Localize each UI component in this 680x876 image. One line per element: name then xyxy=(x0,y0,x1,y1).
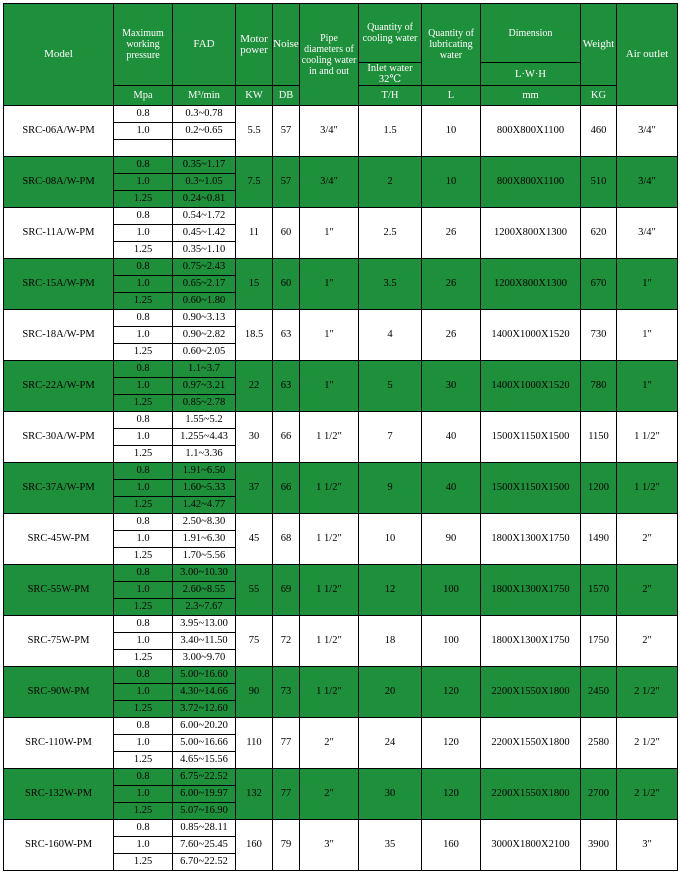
fad-cell: 3.00~10.30 xyxy=(173,565,236,582)
fad-cell: 0.3~0.78 xyxy=(173,106,236,123)
header-inlet-water: Inlet water 32℃ xyxy=(359,63,422,86)
lubricating-water-cell: 100 xyxy=(422,565,481,616)
pressure-cell: 0.8 xyxy=(114,208,173,225)
fad-cell: 1.91~6.30 xyxy=(173,531,236,548)
pressure-cell: 1.0 xyxy=(114,684,173,701)
fad-cell: 6.70~22.52 xyxy=(173,854,236,871)
pipe-diameter-cell: 1″ xyxy=(300,310,359,361)
air-outlet-cell: 3/4″ xyxy=(617,208,678,259)
motor-power-cell: 15 xyxy=(236,259,273,310)
motor-power-cell: 11 xyxy=(236,208,273,259)
unit-dimension: mm xyxy=(481,86,581,106)
air-outlet-cell: 1″ xyxy=(617,310,678,361)
dimension-cell: 800X800X1100 xyxy=(481,106,581,157)
motor-power-cell: 160 xyxy=(236,820,273,871)
table-row xyxy=(4,361,678,378)
pressure-cell: 1.0 xyxy=(114,276,173,293)
dimension-cell: 3000X1800X2100 xyxy=(481,820,581,871)
air-outlet-cell: 3″ xyxy=(617,820,678,871)
weight-cell: 1150 xyxy=(581,412,617,463)
model-group xyxy=(4,310,678,361)
model-name: SRC-132W-PM xyxy=(4,769,114,820)
cooling-water-cell: 30 xyxy=(359,769,422,820)
fad-cell: 0.2~0.65 xyxy=(173,123,236,140)
dimension-cell: 2200X1550X1800 xyxy=(481,769,581,820)
motor-power-cell: 30 xyxy=(236,412,273,463)
pressure-cell: 1.0 xyxy=(114,735,173,752)
table-row xyxy=(4,259,678,276)
air-outlet-cell: 1″ xyxy=(617,361,678,412)
model-name: SRC-22A/W-PM xyxy=(4,361,114,412)
noise-cell: 60 xyxy=(273,208,300,259)
fad-cell: 0.65~2.17 xyxy=(173,276,236,293)
model-name: SRC-55W-PM xyxy=(4,565,114,616)
cooling-water-cell: 12 xyxy=(359,565,422,616)
lubricating-water-cell: 10 xyxy=(422,157,481,208)
pipe-diameter-cell: 1″ xyxy=(300,208,359,259)
lubricating-water-cell: 160 xyxy=(422,820,481,871)
pressure-cell: 1.0 xyxy=(114,837,173,854)
dimension-cell: 1200X800X1300 xyxy=(481,259,581,310)
cooling-water-cell: 2 xyxy=(359,157,422,208)
model-group xyxy=(4,565,678,616)
fad-cell: 0.90~2.82 xyxy=(173,327,236,344)
dimension-cell: 800X800X1100 xyxy=(481,157,581,208)
pressure-cell xyxy=(114,140,173,157)
weight-cell: 1570 xyxy=(581,565,617,616)
lubricating-water-cell: 26 xyxy=(422,310,481,361)
pressure-cell: 0.8 xyxy=(114,259,173,276)
fad-cell: 5.00~16.60 xyxy=(173,667,236,684)
dimension-cell: 2200X1550X1800 xyxy=(481,667,581,718)
noise-cell: 73 xyxy=(273,667,300,718)
dimension-cell: 1800X1300X1750 xyxy=(481,616,581,667)
air-outlet-cell: 2 1/2″ xyxy=(617,769,678,820)
noise-cell: 68 xyxy=(273,514,300,565)
fad-cell: 0.24~0.81 xyxy=(173,191,236,208)
pressure-cell: 1.25 xyxy=(114,395,173,412)
pressure-cell: 1.25 xyxy=(114,803,173,820)
weight-cell: 2450 xyxy=(581,667,617,718)
fad-cell: 7.60~25.45 xyxy=(173,837,236,854)
motor-power-cell: 75 xyxy=(236,616,273,667)
pipe-diameter-cell: 1 1/2″ xyxy=(300,565,359,616)
fad-cell: 0.85~28.11 xyxy=(173,820,236,837)
air-outlet-cell: 3/4″ xyxy=(617,106,678,157)
model-group xyxy=(4,259,678,310)
table-row xyxy=(4,718,678,735)
pressure-cell: 1.25 xyxy=(114,497,173,514)
pipe-diameter-cell: 3″ xyxy=(300,820,359,871)
pressure-cell: 1.25 xyxy=(114,191,173,208)
fad-cell: 1.55~5.2 xyxy=(173,412,236,429)
cooling-water-cell: 20 xyxy=(359,667,422,718)
fad-cell xyxy=(173,140,236,157)
pipe-diameter-cell: 1 1/2″ xyxy=(300,514,359,565)
header-weight: Weight xyxy=(581,4,617,86)
pressure-cell: 1.25 xyxy=(114,854,173,871)
pressure-cell: 1.0 xyxy=(114,123,173,140)
unit-lube: L xyxy=(422,86,481,106)
header-pipe-diameters: Pipe diameters of cooling water in and out xyxy=(300,4,359,106)
pressure-cell: 1.0 xyxy=(114,633,173,650)
model-name: SRC-45W-PM xyxy=(4,514,114,565)
model-name: SRC-30A/W-PM xyxy=(4,412,114,463)
weight-cell: 3900 xyxy=(581,820,617,871)
header-motor-power: Motor power xyxy=(236,4,273,86)
pressure-cell: 1.0 xyxy=(114,786,173,803)
pressure-cell: 1.0 xyxy=(114,480,173,497)
cooling-water-cell: 18 xyxy=(359,616,422,667)
air-outlet-cell: 2 1/2″ xyxy=(617,667,678,718)
noise-cell: 77 xyxy=(273,769,300,820)
lubricating-water-cell: 90 xyxy=(422,514,481,565)
cooling-water-cell: 24 xyxy=(359,718,422,769)
pressure-cell: 0.8 xyxy=(114,565,173,582)
weight-cell: 620 xyxy=(581,208,617,259)
fad-cell: 1.255~4.43 xyxy=(173,429,236,446)
dimension-cell: 1400X1000X1520 xyxy=(481,310,581,361)
header-dimension: Dimension xyxy=(481,4,581,63)
table-row xyxy=(4,157,678,174)
motor-power-cell: 132 xyxy=(236,769,273,820)
header-air-outlet: Air outlet xyxy=(617,4,678,106)
lubricating-water-cell: 26 xyxy=(422,208,481,259)
air-outlet-cell: 2″ xyxy=(617,514,678,565)
model-name: SRC-11A/W-PM xyxy=(4,208,114,259)
table-row xyxy=(4,106,678,123)
pipe-diameter-cell: 1″ xyxy=(300,361,359,412)
pressure-cell: 1.0 xyxy=(114,174,173,191)
motor-power-cell: 18.5 xyxy=(236,310,273,361)
pressure-cell: 1.25 xyxy=(114,242,173,259)
fad-cell: 1.60~5.33 xyxy=(173,480,236,497)
cooling-water-cell: 2.5 xyxy=(359,208,422,259)
pressure-cell: 1.0 xyxy=(114,429,173,446)
table-row xyxy=(4,310,678,327)
fad-cell: 4.65~15.56 xyxy=(173,752,236,769)
unit-motor: KW xyxy=(236,86,273,106)
lubricating-water-cell: 26 xyxy=(422,259,481,310)
fad-cell: 1.91~6.50 xyxy=(173,463,236,480)
fad-cell: 0.60~1.80 xyxy=(173,293,236,310)
motor-power-cell: 90 xyxy=(236,667,273,718)
model-name: SRC-110W-PM xyxy=(4,718,114,769)
pressure-cell: 1.25 xyxy=(114,599,173,616)
fad-cell: 0.35~1.17 xyxy=(173,157,236,174)
fad-cell: 2.60~8.55 xyxy=(173,582,236,599)
pressure-cell: 0.8 xyxy=(114,769,173,786)
fad-cell: 0.60~2.05 xyxy=(173,344,236,361)
lubricating-water-cell: 30 xyxy=(422,361,481,412)
pipe-diameter-cell: 3/4″ xyxy=(300,157,359,208)
fad-cell: 3.00~9.70 xyxy=(173,650,236,667)
pressure-cell: 1.0 xyxy=(114,582,173,599)
model-name: SRC-160W-PM xyxy=(4,820,114,871)
pressure-cell: 0.8 xyxy=(114,616,173,633)
noise-cell: 63 xyxy=(273,310,300,361)
weight-cell: 1490 xyxy=(581,514,617,565)
pressure-cell: 1.25 xyxy=(114,650,173,667)
table-header xyxy=(4,4,678,106)
motor-power-cell: 37 xyxy=(236,463,273,514)
model-group xyxy=(4,208,678,259)
header-cooling-quantity: Quantity of cooling water xyxy=(359,4,422,63)
pressure-cell: 1.0 xyxy=(114,531,173,548)
unit-fad: M³/min xyxy=(173,86,236,106)
unit-weight: KG xyxy=(581,86,617,106)
model-group xyxy=(4,106,678,157)
air-outlet-cell: 2 1/2″ xyxy=(617,718,678,769)
noise-cell: 77 xyxy=(273,718,300,769)
pressure-cell: 1.25 xyxy=(114,701,173,718)
dimension-cell: 1800X1300X1750 xyxy=(481,565,581,616)
pipe-diameter-cell: 1 1/2″ xyxy=(300,463,359,514)
table-row xyxy=(4,208,678,225)
lubricating-water-cell: 120 xyxy=(422,718,481,769)
weight-cell: 2700 xyxy=(581,769,617,820)
fad-cell: 1.1~3.36 xyxy=(173,446,236,463)
table-row xyxy=(4,412,678,429)
noise-cell: 69 xyxy=(273,565,300,616)
lubricating-water-cell: 100 xyxy=(422,616,481,667)
spec-table xyxy=(3,3,678,871)
model-group xyxy=(4,412,678,463)
weight-cell: 460 xyxy=(581,106,617,157)
model-group xyxy=(4,463,678,514)
unit-pressure: Mpa xyxy=(114,86,173,106)
pipe-diameter-cell: 2″ xyxy=(300,718,359,769)
fad-cell: 2.3~7.67 xyxy=(173,599,236,616)
pipe-diameter-cell: 2″ xyxy=(300,769,359,820)
pressure-cell: 0.8 xyxy=(114,463,173,480)
pipe-diameter-cell: 1 1/2″ xyxy=(300,616,359,667)
fad-cell: 6.00~19.97 xyxy=(173,786,236,803)
noise-cell: 57 xyxy=(273,106,300,157)
noise-cell: 72 xyxy=(273,616,300,667)
dimension-cell: 1500X1150X1500 xyxy=(481,412,581,463)
model-group xyxy=(4,667,678,718)
pressure-cell: 0.8 xyxy=(114,718,173,735)
fad-cell: 1.1~3.7 xyxy=(173,361,236,378)
cooling-water-cell: 4 xyxy=(359,310,422,361)
table-row xyxy=(4,769,678,786)
motor-power-cell: 7.5 xyxy=(236,157,273,208)
table-row xyxy=(4,616,678,633)
cooling-water-cell: 9 xyxy=(359,463,422,514)
fad-cell: 1.42~4.77 xyxy=(173,497,236,514)
fad-cell: 1.70~5.56 xyxy=(173,548,236,565)
model-name: SRC-37A/W-PM xyxy=(4,463,114,514)
cooling-water-cell: 7 xyxy=(359,412,422,463)
fad-cell: 0.75~2.43 xyxy=(173,259,236,276)
motor-power-cell: 22 xyxy=(236,361,273,412)
fad-cell: 4.30~14.66 xyxy=(173,684,236,701)
model-name: SRC-18A/W-PM xyxy=(4,310,114,361)
weight-cell: 2580 xyxy=(581,718,617,769)
fad-cell: 0.90~3.13 xyxy=(173,310,236,327)
dimension-cell: 2200X1550X1800 xyxy=(481,718,581,769)
fad-cell: 5.07~16.90 xyxy=(173,803,236,820)
dimension-cell: 1500X1150X1500 xyxy=(481,463,581,514)
motor-power-cell: 110 xyxy=(236,718,273,769)
pressure-cell: 0.8 xyxy=(114,820,173,837)
lubricating-water-cell: 10 xyxy=(422,106,481,157)
weight-cell: 1200 xyxy=(581,463,617,514)
fad-cell: 3.72~12.60 xyxy=(173,701,236,718)
pressure-cell: 1.25 xyxy=(114,293,173,310)
dimension-cell: 1800X1300X1750 xyxy=(481,514,581,565)
air-outlet-cell: 3/4″ xyxy=(617,157,678,208)
weight-cell: 780 xyxy=(581,361,617,412)
motor-power-cell: 55 xyxy=(236,565,273,616)
air-outlet-cell: 1 1/2″ xyxy=(617,412,678,463)
air-outlet-cell: 2″ xyxy=(617,565,678,616)
model-name: SRC-15A/W-PM xyxy=(4,259,114,310)
lubricating-water-cell: 120 xyxy=(422,769,481,820)
fad-cell: 0.54~1.72 xyxy=(173,208,236,225)
model-group xyxy=(4,157,678,208)
noise-cell: 66 xyxy=(273,463,300,514)
cooling-water-cell: 35 xyxy=(359,820,422,871)
model-group xyxy=(4,820,678,871)
fad-cell: 0.45~1.42 xyxy=(173,225,236,242)
model-group xyxy=(4,514,678,565)
table-row xyxy=(4,667,678,684)
lubricating-water-cell: 120 xyxy=(422,667,481,718)
weight-cell: 730 xyxy=(581,310,617,361)
pressure-cell: 1.0 xyxy=(114,327,173,344)
fad-cell: 0.85~2.78 xyxy=(173,395,236,412)
fad-cell: 2.50~8.30 xyxy=(173,514,236,531)
pressure-cell: 1.0 xyxy=(114,378,173,395)
cooling-water-cell: 5 xyxy=(359,361,422,412)
noise-cell: 66 xyxy=(273,412,300,463)
model-group xyxy=(4,718,678,769)
air-outlet-cell: 1″ xyxy=(617,259,678,310)
model-name: SRC-08A/W-PM xyxy=(4,157,114,208)
fad-cell: 3.95~13.00 xyxy=(173,616,236,633)
weight-cell: 1750 xyxy=(581,616,617,667)
pipe-diameter-cell: 1″ xyxy=(300,259,359,310)
table-row xyxy=(4,514,678,531)
pipe-diameter-cell: 1 1/2″ xyxy=(300,667,359,718)
air-outlet-cell: 1 1/2″ xyxy=(617,463,678,514)
model-group xyxy=(4,361,678,412)
cooling-water-cell: 3.5 xyxy=(359,259,422,310)
pressure-cell: 0.8 xyxy=(114,412,173,429)
pressure-cell: 1.25 xyxy=(114,446,173,463)
header-lubricating-quantity: Quantity of lubricating water xyxy=(422,4,481,86)
model-name: SRC-06A/W-PM xyxy=(4,106,114,157)
pressure-cell: 0.8 xyxy=(114,310,173,327)
header-fad: FAD xyxy=(173,4,236,86)
pressure-cell: 1.0 xyxy=(114,225,173,242)
unit-noise: DB xyxy=(273,86,300,106)
dimension-cell: 1200X800X1300 xyxy=(481,208,581,259)
pressure-cell: 0.8 xyxy=(114,514,173,531)
air-outlet-cell: 2″ xyxy=(617,616,678,667)
dimension-cell: 1400X1000X1520 xyxy=(481,361,581,412)
table-row xyxy=(4,565,678,582)
pressure-cell: 0.8 xyxy=(114,667,173,684)
motor-power-cell: 5.5 xyxy=(236,106,273,157)
pressure-cell: 0.8 xyxy=(114,361,173,378)
header-noise: Noise xyxy=(273,4,300,86)
header-lwh: L·W·H xyxy=(481,63,581,86)
pipe-diameter-cell: 1 1/2″ xyxy=(300,412,359,463)
pressure-cell: 1.25 xyxy=(114,548,173,565)
noise-cell: 57 xyxy=(273,157,300,208)
pipe-diameter-cell: 3/4″ xyxy=(300,106,359,157)
pressure-cell: 0.8 xyxy=(114,106,173,123)
header-pressure: Maximum working pressure xyxy=(114,4,173,86)
fad-cell: 5.00~16.66 xyxy=(173,735,236,752)
noise-cell: 63 xyxy=(273,361,300,412)
cooling-water-cell: 10 xyxy=(359,514,422,565)
fad-cell: 0.97~3.21 xyxy=(173,378,236,395)
unit-cooling: T/H xyxy=(359,86,422,106)
pressure-cell: 1.25 xyxy=(114,344,173,361)
fad-cell: 0.35~1.10 xyxy=(173,242,236,259)
fad-cell: 6.00~20.20 xyxy=(173,718,236,735)
weight-cell: 510 xyxy=(581,157,617,208)
cooling-water-cell: 1.5 xyxy=(359,106,422,157)
model-name: SRC-75W-PM xyxy=(4,616,114,667)
weight-cell: 670 xyxy=(581,259,617,310)
header-model: Model xyxy=(4,4,114,106)
model-group xyxy=(4,769,678,820)
model-group xyxy=(4,616,678,667)
lubricating-water-cell: 40 xyxy=(422,463,481,514)
model-name: SRC-90W-PM xyxy=(4,667,114,718)
noise-cell: 60 xyxy=(273,259,300,310)
fad-cell: 6.75~22.52 xyxy=(173,769,236,786)
lubricating-water-cell: 40 xyxy=(422,412,481,463)
table-row xyxy=(4,463,678,480)
pressure-cell: 1.25 xyxy=(114,752,173,769)
table-row xyxy=(4,820,678,837)
fad-cell: 0.3~1.05 xyxy=(173,174,236,191)
noise-cell: 79 xyxy=(273,820,300,871)
motor-power-cell: 45 xyxy=(236,514,273,565)
pressure-cell: 0.8 xyxy=(114,157,173,174)
fad-cell: 3.40~11.50 xyxy=(173,633,236,650)
